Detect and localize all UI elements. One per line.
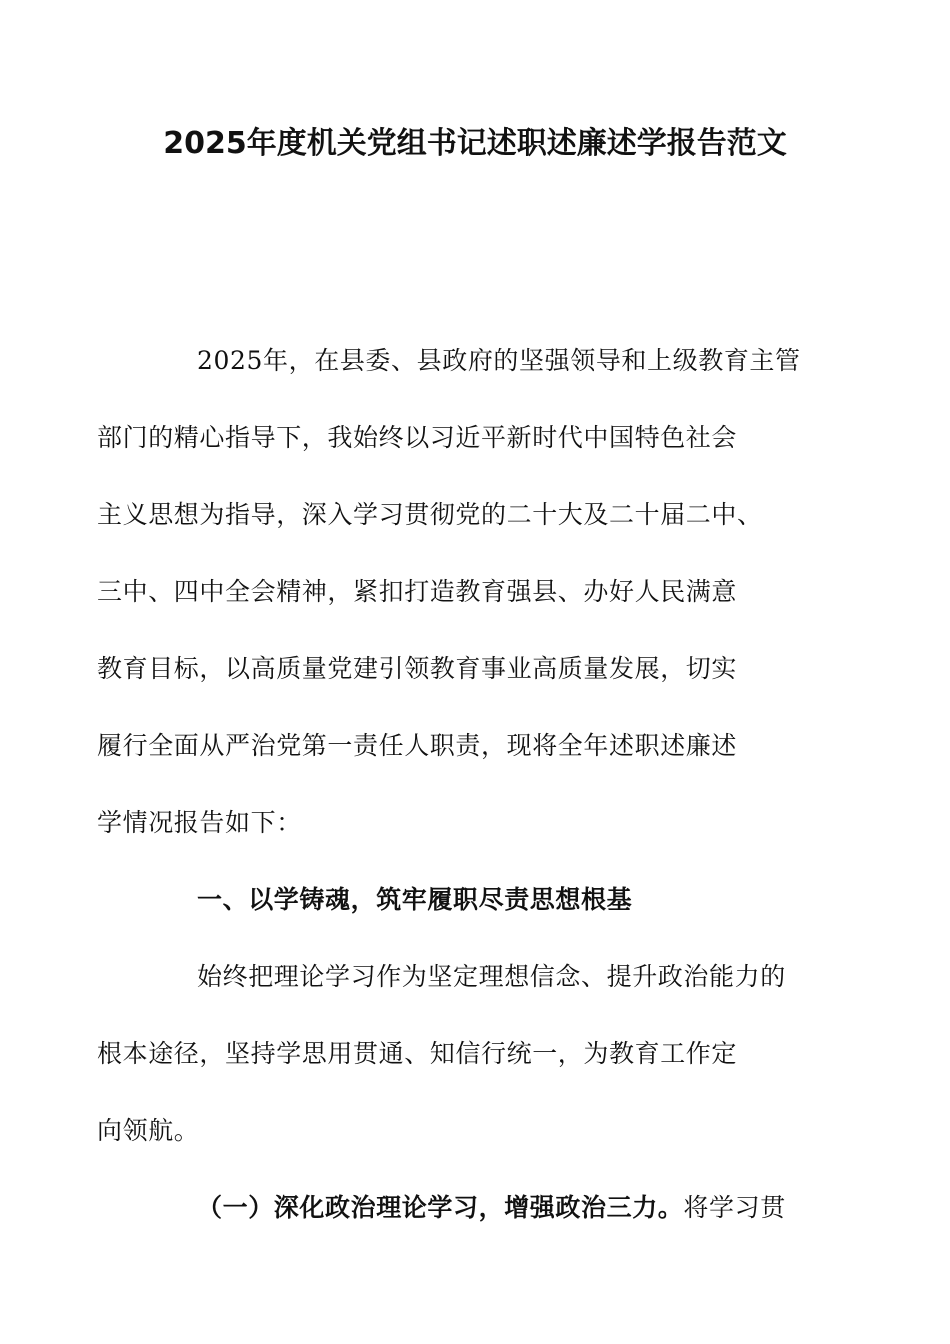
text-line: 向领航。 [97, 1116, 200, 1145]
text-line: 履行全面从严治党第一责任人职责，现将全年述职述廉述 [97, 731, 738, 760]
text-line: 教育目标，以高质量党建引领教育事业高质量发展，切实 [97, 654, 738, 683]
subsection-heading: （一）深化政治理论学习，增强政治三力。 [197, 1193, 684, 1222]
intro-paragraph [97, 322, 802, 861]
text-line: 学情况报告如下： [97, 808, 302, 837]
subsection-text: 将学习贯 [683, 1193, 786, 1222]
text-line: 2025年，在县委、县政府的坚强领导和上级教育主管 [197, 346, 801, 375]
text-line: 始终把理论学习作为坚定理想信念、提升政治能力的 [197, 962, 786, 991]
text-line: 部门的精心指导下，我始终以习近平新时代中国特色社会 [97, 423, 738, 452]
subsection-paragraph [147, 1169, 802, 1246]
document-title: 2025年度机关党组书记述职述廉述学报告范文 [163, 126, 787, 161]
text-line: 主义思想为指导，深入学习贯彻党的二十大及二十届二中、 [97, 500, 763, 529]
text-line: 根本途径，坚持学思用贯通、知信行统一，为教育工作定 [97, 1039, 738, 1068]
section-paragraph [97, 938, 802, 1169]
document-body [97, 322, 802, 1246]
text-line: 三中、四中全会精神，紧扣打造教育强县、办好人民满意 [97, 577, 738, 606]
section-heading: 一、以学铸魂，筑牢履职尽责思想根基 [197, 885, 633, 914]
